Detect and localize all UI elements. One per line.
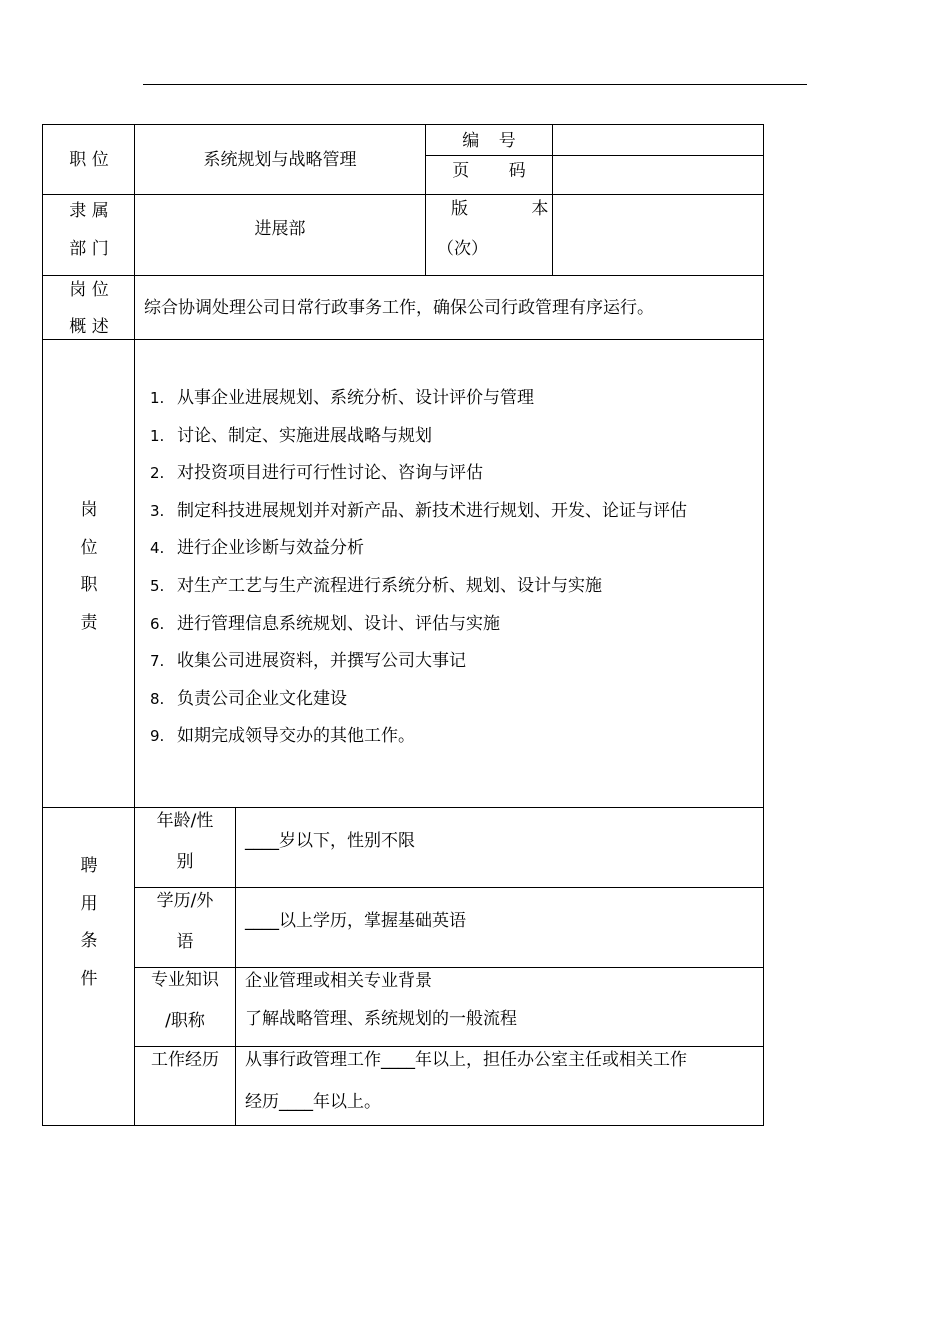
list-item (150, 649, 687, 687)
table-border-left (42, 124, 43, 1126)
experience-label: 工作经历 (151, 1050, 219, 1070)
page-label: 页 码 (452, 161, 526, 181)
table-rule (425, 155, 764, 156)
table-rule (42, 807, 764, 808)
list-item-text: 制定科技进展规划并对新产品、新技术进行规划、开发、论证与评估 (177, 500, 687, 521)
list-item (150, 461, 687, 499)
experience-value-1: 从事行政管理工作____年以上，担任办公室主任或相关工作 (245, 1050, 687, 1070)
table-rule (135, 887, 764, 888)
list-item (150, 386, 687, 424)
list-item-number: 1. (150, 389, 165, 407)
list-item-number: 2. (150, 464, 165, 483)
position-label: 职 位 (69, 150, 109, 170)
dept-label-2: 部 门 (69, 239, 109, 259)
header-rule (143, 84, 807, 85)
list-item (150, 499, 687, 537)
list-item-number: 6. (150, 614, 165, 633)
list-item-number: 7. (150, 652, 165, 671)
list-item-number: 9. (150, 727, 165, 746)
summary-label-2: 概 述 (69, 317, 109, 337)
age-gender-label-1: 年龄/性 (156, 811, 214, 831)
requirements-label-char: 条 (80, 931, 98, 952)
duties-label-char: 岗 (80, 500, 98, 520)
requirements-label-char: 件 (80, 968, 98, 989)
dept-label-1: 隶 属 (69, 201, 109, 221)
knowledge-label-2: /职称 (165, 1011, 205, 1031)
requirements-label (79, 848, 99, 998)
list-item-number: 5. (150, 576, 165, 595)
list-item-text: 进行管理信息系统规划、设计、评估与实施 (177, 613, 500, 634)
table-rule (235, 807, 236, 1126)
list-item (150, 687, 687, 725)
list-item (150, 724, 687, 762)
list-item (150, 536, 687, 574)
list-item-text: 讨论、制定、实施进展战略与规划 (177, 425, 432, 446)
table-border-right (763, 124, 764, 1126)
requirements-label-char: 聘 (80, 856, 98, 876)
table-rule (135, 967, 764, 968)
duties-label-char: 职 (80, 575, 98, 596)
knowledge-label-1: 专业知识 (151, 970, 219, 990)
summary-label-1: 岗 位 (69, 280, 109, 300)
list-item-text: 收集公司进展资料，并撰写公司大事记 (177, 651, 466, 672)
code-label: 编 号 (462, 131, 516, 151)
list-item-text: 从事企业进展规划、系统分析、设计评价与管理 (177, 388, 534, 408)
list-item (150, 574, 687, 612)
version-label-1: 版 本 (451, 199, 549, 219)
position-value: 系统规划与战略管理 (203, 150, 357, 170)
requirements-label-char: 用 (80, 893, 98, 914)
age-gender-value: ____岁以下，性别不限 (245, 831, 415, 851)
table-rule (42, 275, 764, 276)
education-label-1: 学历/外 (156, 891, 214, 911)
list-item-number: 1. (150, 426, 165, 445)
table-rule (135, 1046, 764, 1047)
duties-label-char: 位 (80, 537, 98, 558)
education-label-2: 语 (176, 932, 194, 952)
list-item-text: 进行企业诊断与效益分析 (177, 538, 364, 559)
table-rule (425, 124, 426, 276)
list-item-text: 负责公司企业文化建设 (177, 688, 347, 709)
table-border-bottom (42, 1125, 764, 1126)
dept-value: 进展部 (254, 219, 306, 239)
list-item-text: 对投资项目进行可行性讨论、咨询与评估 (177, 463, 483, 484)
knowledge-value-2: 了解战略管理、系统规划的一般流程 (245, 1009, 517, 1029)
table-rule (552, 124, 553, 276)
duty-list (150, 386, 687, 762)
table-rule (134, 124, 135, 1126)
summary-text: 综合协调处理公司日常行政事务工作，确保公司行政管理有序运行。 (144, 298, 654, 318)
duties-label-char: 责 (80, 612, 98, 633)
table-border-top (42, 124, 764, 125)
list-item (150, 424, 687, 462)
list-item-text: 对生产工艺与生产流程进行系统分析、规划、设计与实施 (177, 575, 602, 596)
knowledge-value-1: 企业管理或相关专业背景 (245, 971, 432, 991)
list-item-number: 4. (150, 539, 165, 558)
list-item-number: 8. (150, 689, 165, 708)
list-item-text: 如期完成领导交办的其他工作。 (177, 726, 415, 747)
duties-label (79, 492, 99, 642)
list-item (150, 612, 687, 650)
table-rule (42, 194, 764, 195)
experience-value-2: 经历____年以上。 (245, 1092, 381, 1112)
table-rule (42, 339, 764, 340)
version-label-2: （次） (437, 239, 488, 259)
list-item-number: 3. (150, 501, 165, 520)
education-value: ____以上学历，掌握基础英语 (245, 911, 466, 931)
age-gender-label-2: 别 (176, 852, 194, 872)
